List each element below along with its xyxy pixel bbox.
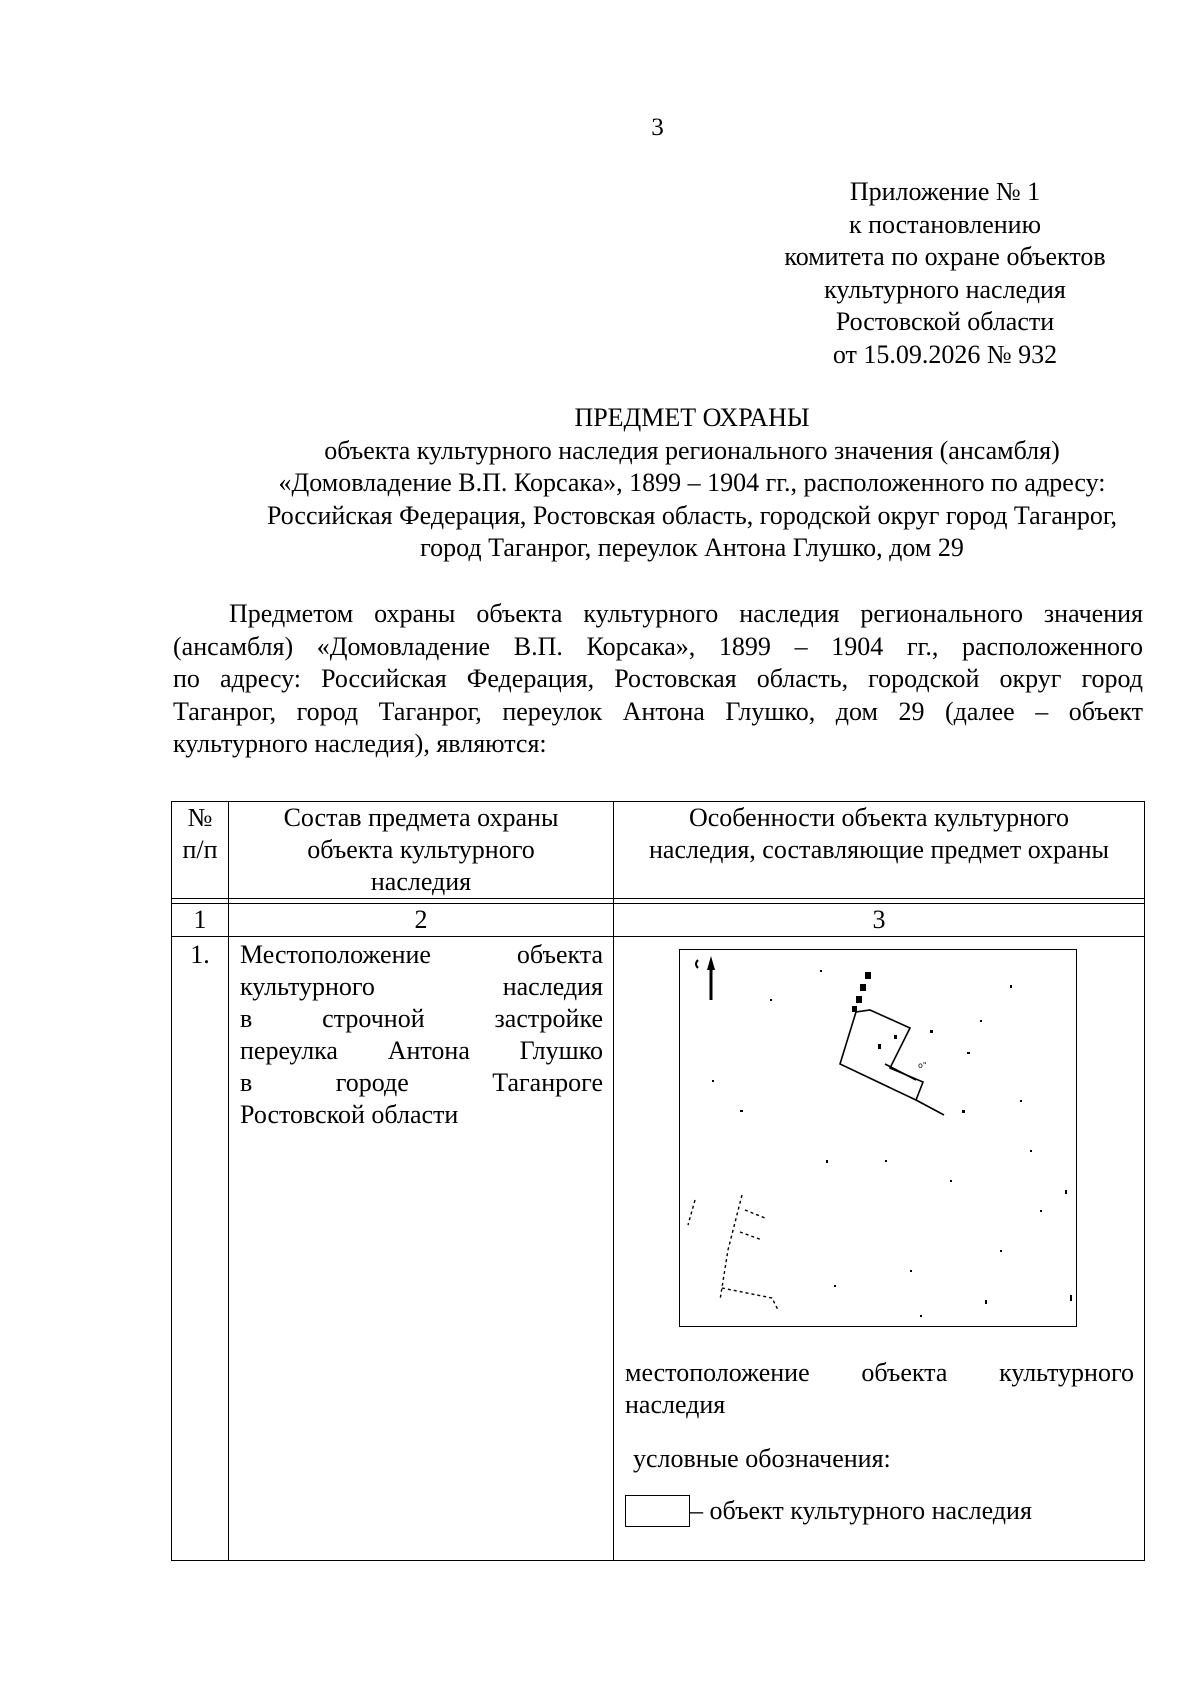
table-header-row: [172, 802, 1145, 899]
neighbouring-buildings: [688, 1195, 778, 1310]
title-line: «Домовладение В.П. Корсака», 1899 – 1904 гг., расположенного по адресу:: [278, 468, 1106, 497]
header-text: п/п: [182, 835, 218, 864]
caption-line: наследия: [625, 1390, 726, 1419]
svg-text:о": о": [918, 1061, 927, 1070]
legend-box-icon: [625, 1495, 690, 1527]
composition-line: в городе Таганроге: [240, 1068, 603, 1097]
document-title: [160, 402, 1200, 565]
intro-line: (ансамбля) «Домовладение В.П. Корсака», 1899 – 1904 гг., расположенного: [173, 631, 1143, 661]
header-features: [614, 802, 1145, 899]
header-text: Особенности объекта культурного: [688, 803, 1070, 832]
legend-item: [625, 1495, 1134, 1527]
appendix-line: Ростовской области: [835, 307, 1055, 336]
column-number: 2: [229, 904, 614, 937]
title-heading: ПРЕДМЕТ ОХРАНЫ: [574, 403, 810, 432]
protection-table: [171, 801, 1145, 1561]
appendix-line: Приложение № 1: [849, 177, 1041, 206]
intro-line: Таганрог, город Таганрог, переулок Антона Глушко, дом 29 (далее – объект: [173, 696, 1143, 726]
intro-line: по адресу: Российская Федерация, Ростовская область, городской округ город: [173, 664, 1143, 693]
appendix-line: от 15.09.2026 № 932: [832, 339, 1058, 369]
header-text: Состав предмета охраны: [283, 803, 559, 832]
map-details: [712, 970, 1072, 1317]
caption-line: местоположение объекта культурного: [625, 1358, 1134, 1387]
composition-line: культурного наследия: [240, 972, 603, 1001]
appendix-line: к постановлению: [848, 209, 1042, 239]
title-line: город Таганрог, переулок Антона Глушко, дом 29: [420, 533, 964, 562]
features-cell: [614, 937, 1145, 1561]
appendix-line: комитета по охране объектов: [784, 242, 1106, 271]
column-number: 3: [614, 904, 1145, 937]
header-text: наследия: [370, 867, 472, 896]
intro-line: Предметом охраны объекта культурного наследия регионального значения: [229, 599, 1143, 628]
legend-item-label: – объект культурного наследия: [690, 1496, 1032, 1525]
row-number: 1.: [172, 937, 229, 1561]
header-text: наследия, составляющие предмет охраны: [649, 835, 1109, 864]
composition-line: переулка Антона Глушко: [240, 1036, 603, 1065]
north-arrow-icon: [696, 956, 715, 1000]
title-line: Российская Федерация, Ростовская область, городской округ город Таганрог,: [266, 500, 1118, 530]
feature-caption: [625, 1357, 1134, 1421]
header-text: объекта культурного: [307, 835, 535, 864]
header-number: [172, 802, 229, 899]
appendix-header: [760, 176, 1130, 371]
table-numbering-row: [172, 904, 1145, 937]
composition-line: Местоположение объекта: [240, 940, 603, 969]
composition-line: Ростовской области: [240, 1100, 459, 1129]
composition-line: в строчной застройке: [240, 1004, 603, 1033]
intro-paragraph: [173, 598, 1143, 761]
composition-cell: [229, 937, 614, 1561]
legend-title: условные обозначения:: [633, 1444, 891, 1473]
page-number: 3: [651, 114, 664, 141]
table-row: [172, 937, 1145, 1561]
intro-line: культурного наследия), являются:: [173, 729, 547, 758]
heritage-object-outline: [840, 1010, 944, 1115]
header-text: №: [187, 803, 213, 832]
title-line: объекта культурного наследия регионального значения (ансамбля): [324, 435, 1060, 465]
column-number: 1: [172, 904, 229, 937]
location-map: [679, 949, 1077, 1327]
appendix-line: культурного наследия: [824, 274, 1066, 304]
header-composition: [229, 802, 614, 899]
